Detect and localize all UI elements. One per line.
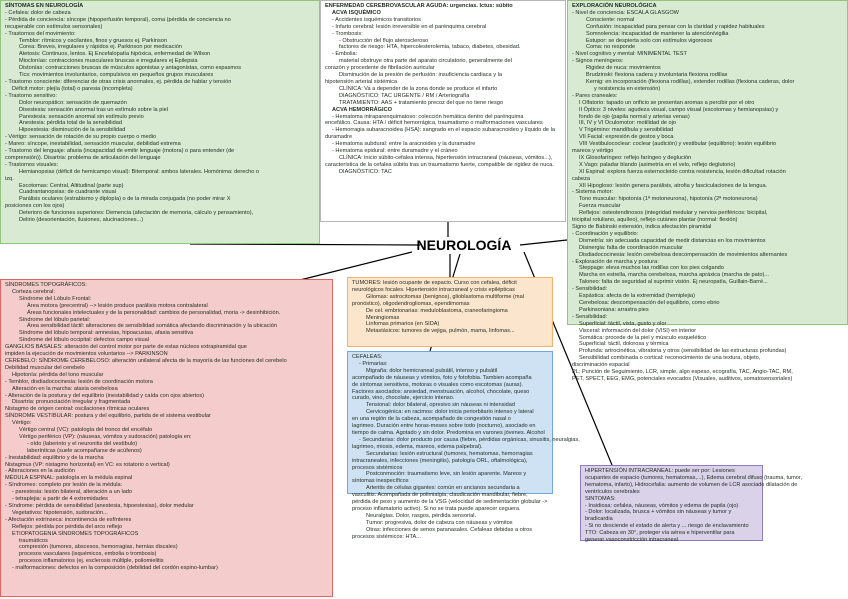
cefaleas-line: de síntomas sensitivos, motoras o visuales como escotomas (auras). bbox=[352, 381, 523, 388]
exploracion-line: - Nivel de conciencia: ESCALA GLASGOW bbox=[572, 9, 679, 16]
sintomas-line: Tics: movimientos involuntarios, compulsivos en pequeños grupos musculares bbox=[19, 72, 214, 79]
central-title: NEUROLOGÍA bbox=[416, 237, 512, 253]
sindromes-line: - tetraplejia: a partir de 4 extremidades bbox=[12, 496, 108, 503]
exploracion-line: Kernig: en incorporación (flexiona rodillas), extender rodillas (flexiona caderas, dolor bbox=[586, 78, 795, 85]
sindromes-line: Nistagmus (VP: nistagmo horizontal) en VC: es rotatorio o vertical) bbox=[5, 461, 170, 468]
ecv-line: - Infarto cerebral: lesión irreversible en el parénquima cerebral bbox=[332, 23, 487, 30]
ecv-line: - Embolia: bbox=[332, 51, 358, 58]
exploracion-line: V Trigémino: mandíbula y sensibilidad bbox=[579, 127, 674, 134]
exploracion-line: PL: Punción de Seguimiento, LCR, simple, algo espeso, ecografía, TAC, Angio-TAC, RM, bbox=[572, 369, 793, 376]
hic-line: bradicardia bbox=[585, 516, 613, 523]
cefaleas-line: curado, vino, chocolate, ejercicio intenso. bbox=[352, 395, 455, 402]
ecv-line: CLÍNICA: inicio súbito-cefalea intensa, hipertensión intracraneal (náuseas, vómitos...), bbox=[339, 154, 553, 161]
cefaleas-line: Tensional: dolor bilateral, opresivo sin náuseas ni intensidad bbox=[366, 402, 515, 409]
ecv-line: ENFERMEDAD CEREBROVASCULAR AGUDA: urgencias. Ictus: súbito bbox=[325, 3, 513, 9]
tumores-box bbox=[347, 277, 553, 347]
cefaleas-line: tiempo de calma. Agotado y sin dolor. Predomina en varones jóvenes. Alcohol bbox=[352, 429, 545, 436]
sindromes-line: Corteza cerebral: bbox=[12, 288, 55, 295]
sintomas-line: Delirio (desorientación, ilusiones, alucinaciones...) bbox=[19, 217, 144, 224]
sindromes-line: Síndrome del lóbulo parietal: bbox=[19, 316, 91, 323]
sindromes-line: - Alteraciones en la audición bbox=[5, 468, 75, 475]
exploracion-line: Marcha en estrella, marcha cerebelosa, marcha apráxica (marcha de pato)... bbox=[579, 272, 769, 279]
exploracion-line: Steppage: eleva muchos las rodillas con los pies colgando bbox=[579, 265, 724, 272]
ecv-line: - Hematoma intraparenquimatoso: colección hemática dentro del parénquima bbox=[332, 113, 524, 120]
cefaleas-line: síntomas inespecíficos bbox=[352, 478, 409, 485]
sindromes-line: compresión (tumores, abscesos, hemorragias, hernias discales) bbox=[19, 544, 178, 551]
ecv-line: - Trombosis: bbox=[332, 30, 363, 37]
sindromes-line: Vértigo periférico (VP): (náuseas, vómitos y sudoración) patología en: bbox=[19, 433, 192, 440]
exploracion-line: Reflejos: osteotendinosos (integridad medular y nervios periféricos: bicipital, bbox=[579, 210, 768, 217]
sindromes-line: laberínticas (suele acompañarse de acúfenos) bbox=[27, 447, 142, 454]
exploracion-line: Somática: procede de la piel y músculo esquelético bbox=[579, 334, 707, 341]
cefaleas-line: Neuralgias. Dolor, rasgos, pérdida sensorial. bbox=[366, 512, 477, 519]
hic-line: ventrículos cerebrales bbox=[585, 488, 640, 495]
hic-line: - Dolor: localizada, brusca + vómitos sin náuseas y tumor y bbox=[585, 509, 732, 516]
exploracion-line: X Vago: paladar blando (asimetría en el velo, reflejo deglutorio) bbox=[579, 161, 736, 168]
hic-line: HIPERTENSIÓN INTRACRANEAL: puede ser por: Lesiones bbox=[585, 468, 735, 474]
tumores-line: pronóstico), oligodendrogliomas, ependimomas bbox=[352, 300, 470, 307]
ecv-line: Disminución de la presión de perfusión: insuficiencia cardiaca y la bbox=[339, 72, 502, 79]
exploracion-line: discriminación espacial bbox=[572, 362, 630, 369]
cefaleas-box bbox=[347, 351, 580, 540]
exploracion-line: Disdiadococinesia: lesión cerebelosa descompensación de movimientos alternantes bbox=[579, 251, 788, 258]
hipertension-intracraneal-box bbox=[580, 465, 803, 544]
sintomas-line: - Trastorno consciente: diferenciar de otras crisis anormales, ej. pérdida de hablar y tensión bbox=[5, 78, 232, 85]
sindromes-line: Vértigo: bbox=[12, 420, 32, 427]
ecv-line: hipotensión arterial sistémica bbox=[325, 78, 398, 85]
sintomas-line: Anestesia: pérdida total de la sensibilidad bbox=[19, 120, 122, 127]
exploracion-line: I Olfatorio: tapado un orificio se presentan aromas a percibir por el otro bbox=[579, 99, 755, 106]
exploracion-line: II Óptico: 3 niveles: agudeza visual, campo visual (escotomas y hemianopsias) y bbox=[579, 106, 779, 113]
sindromes-line: - parestesia: lesión bilateral, alteración a un lado bbox=[12, 489, 133, 496]
exploracion-line: Disinergia: falta de coordinación muscular bbox=[579, 244, 683, 251]
hic-line: hematoma, infarto), Hidrocefalia: aumento de volumen de LCR asociado dilatación de bbox=[585, 481, 798, 488]
exploracion-line: Confusión: incapacidad para pensar con la claridad y rapidez habituales bbox=[586, 23, 765, 30]
exploracion-line: Estupor: se despierta solo con estímulos vigorosos bbox=[586, 37, 713, 44]
cefaleas-line: Factores asociados: ansiedad, menstruación, alcohol, chocolate, queso bbox=[352, 388, 530, 395]
hic-line: SINTOMAS: bbox=[585, 495, 616, 502]
cefaleas-line: vasculitis. Acompañada de polimialgia, claudicación mandibular, fiebre, bbox=[352, 492, 528, 499]
exploracion-line: - Sistema motor: bbox=[572, 189, 614, 196]
sintomas-line: Distonías: contracciones bruscas de músculos agonistas y antagonistas, como espasmos bbox=[19, 65, 241, 72]
hic-line: - Si no desciende el estado de alerta y ... riesgo de enclavamiento bbox=[585, 523, 749, 530]
sintomas-line: Disestesia: sensación anormal tras un estímulo sobre la piel bbox=[19, 106, 168, 113]
sindromes-line: procesos inflamatorios (ej. esclerosis múltiple, poliomielitis bbox=[19, 558, 164, 565]
tumores-line: neurológicos focales. Hipertensión intracraneal y crisis epilépticas bbox=[352, 286, 515, 293]
sindromes-line: - Síndrome: pérdida de sensibilidad (anestesia, hipoestesias), dolor medular bbox=[5, 503, 194, 509]
sindromes-line: traumáticos bbox=[19, 537, 48, 544]
ecv-line: material obstruye otra parte del aparato circulatorio, generalmente del bbox=[339, 58, 512, 65]
exploracion-line: Rigidez de nuca: movimientos bbox=[586, 65, 661, 72]
ecv-line: ACVA ISQUÉMICO bbox=[332, 9, 381, 16]
exploracion-line: - Nivel cognitivo y mental: MINIMENTAL TEST bbox=[572, 51, 687, 58]
sindromes-line: CEREBELO: SÍNDROME CEREBELOSO: alteración unilateral afecta de la mayoría de las funciones del cerebelo bbox=[5, 357, 287, 364]
sintomas-line: Deterioro de funciones superiores: Demencia (afectación de memoria, cálculo y pensamiento), bbox=[19, 210, 254, 217]
hic-line: - Insidiosa: cefalea, náuseas, vómitos y edema de papila (ojo) bbox=[585, 502, 739, 509]
cefaleas-line: pérdida de peso y aumento de la VSG (velocidad de sedimentación globular -> bbox=[352, 499, 548, 506]
exploracion-line: EXPLORACIÓN NEUROLÓGICA bbox=[572, 3, 657, 9]
exploracion-line: Dismetría: sin adecuada capacidad de medir distancias en los movimientos bbox=[579, 237, 766, 244]
sindromes-line: Nistagmo de origen central: oscilaciones rítmicas oculares bbox=[5, 406, 150, 413]
sindromes-line: - Alteración de la postura y del equilibrio (inestabilidad y caída con ojos abiertos) bbox=[5, 392, 205, 399]
cefaleas-line: CEFALEAS: bbox=[352, 354, 383, 360]
sindromes-line: - Afectación extrínseca: incontinencia de esfínteres bbox=[5, 516, 132, 523]
exploracion-line: Sensibilidad combinada o cortical: reconocimiento de una textura, objeto, bbox=[579, 355, 761, 362]
cefaleas-line: Arteritis de células gigantes: común en ancianos secundaria a bbox=[366, 485, 520, 492]
sindromes-line: Disartria: pronunciación irregular y fragmentada bbox=[12, 399, 131, 406]
sindromes-line: SÍNDROMES TOPOGRÁFICOS: bbox=[5, 282, 87, 288]
sintomas-line: comprensión)). Disartria: problema de articulación del lenguaje bbox=[5, 154, 161, 161]
sintomas-line: SÍNTOMAS EN NEUROLOGÍA bbox=[5, 3, 84, 9]
exploracion-line: Fuerza muscular bbox=[579, 203, 621, 210]
cefaleas-line: - Primarias: bbox=[359, 360, 388, 367]
link-title-exploracion bbox=[520, 240, 567, 245]
exploracion-line: - Pares craneales: bbox=[572, 92, 618, 99]
exploracion-line: Profunda: artrocinética, vibratoria y otros (sensibilidad de las estructuras profundas) bbox=[579, 348, 787, 355]
sindromes-line: Síndrome del lóbulo temporal: amnesias, hipoacusias, afasia sensitiva bbox=[19, 330, 194, 337]
exploracion-line: VIII Vestibulococlear: coclear (audición) y vestibular (equilibrio): lesión equilibrio bbox=[579, 141, 777, 148]
exploracion-line: III, IV y VI Oculomotor: motilidad de ojo bbox=[579, 120, 677, 127]
tumores-line: Gliomas: astrocitomas (benignos), glioblastoma multiforme (mal bbox=[366, 293, 524, 300]
sintomas-line: Parálisis oculares (estrabismo y diplopía) o de la mirada conjugada (no poder mirar X bbox=[19, 196, 231, 203]
sintomas-line: - Mareo: síncope, inestabilidad, sensación muscular, debilidad extrema bbox=[5, 141, 181, 148]
sintomas-line: Temblor: rítmicos y oscilantes, finos y gruesos ej. Parkinson bbox=[19, 37, 167, 44]
sintomas-line: Hemianopsias (déficit de hemicampo visual): Bitemporal: ambos laterales. Homónima: derecho o bbox=[19, 168, 260, 175]
cefaleas-line: procesos sistémicos: HTA... bbox=[352, 533, 421, 540]
exploracion-line: - Sensibilidad: bbox=[572, 313, 608, 320]
sindromes-line: - Temblor, disdiadococinesia: lesión de coordinación motora bbox=[5, 378, 153, 385]
exploracion-line: Superficial: táctil, dolorosa y térmica bbox=[579, 341, 669, 348]
ecv-line: - Hemorragia subaracnoidea (HSA): sangrado en el espacio subaracnoideo y líquido de la bbox=[332, 127, 555, 134]
ecv-line: encefálico. Causa: HTA / déficit hemorrágica, traumatismo o malformaciones vasculares bbox=[325, 120, 543, 127]
exploracion-line: - Signos meníngeos: bbox=[572, 58, 624, 65]
exploracion-line: Cerebelosa: descompensación del equilibrio, como ebrio bbox=[579, 299, 720, 306]
sintomas-line: Dolor neuropático: sensación de quemazón bbox=[19, 99, 127, 106]
tumores-line: Linfomas primarios (en SIDA) bbox=[366, 321, 440, 328]
exploracion-line: Somnolencia: incapacidad de mantener la atención/vigilia bbox=[586, 30, 729, 37]
sintomas-line: posiciones con los ojos) bbox=[5, 203, 65, 210]
exploracion-line: Parkinsoniana: arrastra pies bbox=[579, 306, 649, 313]
sindromes-line: SÍNDROME VESTIBULAR: postura y del equilibrio, partida de el sistema vestibular bbox=[5, 413, 211, 420]
ecv-line: DIAGNÓSTICO: TAC bbox=[339, 168, 392, 175]
sintomas-line: - Cefalea: dolor de cabeza bbox=[5, 9, 71, 16]
sindromes-line: Área sensibilidad táctil: alteraciones de sensibilidad somática afectando discriminación y la ubicación bbox=[27, 323, 277, 330]
sindromes-line: Hipotonía: pérdida del tono muscular bbox=[12, 371, 104, 378]
exploracion-line: Coma: no responde bbox=[586, 44, 636, 51]
sindromes-line: - oído (laberinto y el neuronitis del vestíbulo) bbox=[27, 440, 138, 447]
sindromes-line: ETIOPATOGENIA SÍNDROMES TOPOGRÁFICOS bbox=[12, 530, 139, 537]
tumores-line: Meningiomas bbox=[366, 314, 400, 321]
exploracion-line: XI Espinal: explora fuerza esternocleido contra resistencia, lesión dificultad rotación bbox=[579, 168, 786, 175]
cefaleas-line: Tumor: progresiva, dolor de cabeza con náuseas y vómitos bbox=[366, 519, 513, 526]
hic-line: ocupantes de espacio (tumores, hematomas,...), Edema cerebral difuso (trauma, tumor, bbox=[585, 474, 803, 481]
sintomas-line: izq. bbox=[5, 175, 14, 182]
cefaleas-line: Secundarias: lesión estructural (tumores, hematomas, hemorragias bbox=[366, 450, 533, 457]
sintomas-line: Corea: Breves, irregulares y rápidos ej. Parkinson por medicación bbox=[19, 44, 182, 51]
exploracion-line: Tono muscular: hipotonía (1ª motoneurona), hipotonía (2ª motoneurona) bbox=[579, 196, 758, 203]
exploracion-line: mareos y vértigo bbox=[572, 148, 614, 155]
cefaleas-line: Otras: infecciones de senos paranasales. Cefaleas debidas a otros bbox=[366, 526, 533, 533]
sindromes-line: impiden la ejecución de movimientos voluntarios --> PARKINSON bbox=[5, 351, 168, 358]
sindromes-line: MÉDULA ESPINAL: patología en la médula espinal bbox=[5, 475, 133, 482]
cefaleas-line: acompañado de náuseas y vómitos, foto y fotofobia. Tambien acompaña bbox=[352, 374, 532, 381]
exploracion-line: IX Glosofaríngeo: reflejo faríngeo y deglución bbox=[579, 154, 692, 161]
link-title-sindromes bbox=[300, 252, 412, 280]
exploracion-line: - Coordinación y equilibrio: bbox=[572, 230, 639, 237]
sindromes-line: Alteración en la marcha: ataxia cerebelosa bbox=[12, 385, 118, 392]
exploracion-line: Brudzinski: flexiona cadera y involuntaria flexiona rodillas bbox=[586, 72, 728, 79]
exploracion-line: Taloneo: falta de seguridad al suprimir visión. Ej neuropatía, Guillain-Barré... bbox=[579, 279, 768, 286]
sintomas-line: Escotomas: Central, Altitudinal (parte sup) bbox=[19, 182, 124, 189]
sintomas-line: Hipoestesia: disminución de la sensibilidad bbox=[19, 127, 126, 134]
sintomas-line: Cuadrantanopsias: de cuadrante visual bbox=[19, 189, 117, 196]
sintomas-line: - Trastorno sensitivo: bbox=[5, 92, 57, 99]
exploracion-line: Superficial: táctil, vista, gusto y olor bbox=[579, 320, 667, 327]
ecv-line: corazón y procedente de fibrilación auricular bbox=[325, 65, 435, 72]
cefaleas-line: lagrimeo, miosis, edema, mareos, edema palpebral). bbox=[352, 443, 483, 450]
cefaleas-line: proceso inflamatorio activo). Si no se trata puede aparecer ceguera. bbox=[352, 505, 521, 512]
exploracion-line: fondo de ojo (papila normal y arterias venas) bbox=[579, 113, 690, 120]
sindromes-line: Síndrome del Lóbulo Frontal: bbox=[19, 295, 92, 302]
ecv-line: TRATAMIENTO: AAS + tratamiento precoz del que no tiene riesgo bbox=[339, 99, 504, 106]
cefaleas-line: procesos sistémicos bbox=[352, 464, 403, 471]
sindromes-line: - Síndromes: completo por lesión de la médula: bbox=[5, 482, 123, 489]
sintomas-line: - Trastorno del lenguaje: afasia (incapacidad de emitir lenguaje (motora) o para entender (de bbox=[5, 148, 235, 155]
exploracion-box bbox=[567, 0, 848, 382]
exploracion-line: cabeza bbox=[572, 175, 591, 182]
exploracion-line: VII Facial: expresión de gestos y boca bbox=[579, 134, 674, 141]
sindromes-line: Debilidad muscular del cerebelo bbox=[5, 364, 85, 371]
sintomas-box bbox=[0, 0, 320, 244]
ecv-line: DIAGNÓSTICO: TAC URGENTE / RM / Arteriografía bbox=[339, 92, 470, 99]
sintomas-line: recuperable con estímulos sensoriales) bbox=[5, 23, 103, 30]
sindromes-line: Vegetativos: hipotensión, sudoración... bbox=[12, 509, 108, 516]
exploracion-line: - Sensibilidad: bbox=[572, 286, 608, 293]
sindromes-line: Vértigo central (VC): patología del tronco del encéfalo bbox=[19, 427, 153, 434]
sintomas-line: - Trastornos del movimiento: bbox=[5, 30, 76, 37]
exploracion-line: Espástica: afecta de la extremidad (hemiplejia) bbox=[579, 293, 695, 300]
sindromes-line: GANGLIOS BASALES: alteración del control motor por parte de estas núcleos extrapiramidal que bbox=[5, 344, 247, 351]
cefaleas-line: Cervicogénica: en racimos: dolor inicia periorbitario intenso y lateral bbox=[366, 409, 534, 416]
sindromes-line: Áreas funcionales intelectuales y de la personalidad: cambios de personalidad, moria -> desinhibición. bbox=[27, 309, 281, 316]
cerebrovascular-box bbox=[320, 0, 566, 222]
ecv-line: - Accidentes isquémicos transitorios bbox=[332, 16, 421, 23]
cefaleas-line: Postconmoción: traumatismo leve, sin lesión aparente. Mareos y bbox=[366, 471, 527, 478]
sintomas-line: Mioclonías: contracciones musculares bruscas e irregulares ej Epilepsia bbox=[19, 58, 198, 65]
exploracion-line: Visceral: información del dolor (VISI) en interior bbox=[579, 327, 697, 334]
sindromes-line: procesos vasculares (isquémicos, embolia o trombosis) bbox=[19, 551, 157, 558]
cefaleas-line: intracraneales, infecciones (meningitis), patología ORL, oftalmológica), bbox=[352, 457, 528, 464]
cefaleas-line: Migraña: dolor hemicraneal pulsátil, intenso y pulsátil bbox=[366, 367, 498, 374]
ecv-line: duramadre bbox=[325, 134, 353, 141]
sindromes-line: Reflejos: pérdida por pérdida del arco reflejo bbox=[12, 523, 123, 530]
sindromes-line: Área motora (precentral) --> lesión produce parálisis motora contralateral bbox=[27, 302, 208, 309]
sintomas-line: - Pérdida de conciencia: síncope (hipoperfusión temporal), coma (pérdida de conciencia no bbox=[5, 16, 231, 23]
ecv-line: - Hematoma subdural: entre la aracnoides y la duramadre bbox=[332, 141, 476, 148]
exploracion-line: PET, SPECT, EEG, EMG, potenciales evocados (Visuales, auditivos, somatosensoriales) bbox=[572, 375, 793, 382]
ecv-line: - Obstrucción del flujo ateroscleroso bbox=[339, 37, 429, 44]
ecv-line: CLÍNICA: Va a depender de la zona donde se produce el infarto bbox=[339, 85, 498, 92]
hic-line: generar vasoconstricción intracraneal bbox=[585, 537, 678, 544]
ecv-line: factores de riesgo: HTA, hipercolesterolemia, tabaco, diabetes, obesidad. bbox=[339, 44, 521, 51]
hic-line: TTO: Cabeza en 30°, proteger vía aérea e hiperventilar para bbox=[585, 530, 735, 537]
sintomas-line: - Vértigo: sensación de rotación de su propio cuerpo o medio bbox=[5, 134, 157, 141]
cefaleas-line: - Secundarias: dolor producto por causa (fiebre, pérdidas orgánicas, sinusitis, neuralgias, bbox=[359, 436, 580, 443]
cefaleas-line: lagrimeo. Duración entre horas-meses sobre todo (nocturno), asociado en bbox=[352, 423, 536, 430]
sindromes-box bbox=[0, 279, 333, 597]
cefaleas-line: en una región de la cabeza, acompañado de congestión nasal o bbox=[352, 416, 511, 423]
tumores-line: De cel. embrionarias: meduloblastoma, craneofaringioma bbox=[366, 307, 508, 314]
ecv-line: ACVA HEMORRÁGICO bbox=[332, 106, 392, 113]
exploracion-line: XII Hipogloso: lesión genera parálisis, atrofia y fasciculaciones de la lengua. bbox=[579, 182, 768, 189]
link-title-sintomas bbox=[190, 244, 420, 245]
exploracion-line: Consciente: normal bbox=[586, 16, 635, 23]
exploracion-line: y resistencia en extensión) bbox=[594, 85, 661, 92]
sintomas-line: Atetosis: Continuos, lentos. Ej Encefalopatía hipóxica, enfermedad de Wilson bbox=[19, 51, 211, 58]
ecv-line: - Hematoma epidural: entre duramadre y el cráneo bbox=[332, 148, 458, 155]
sindromes-line: - malformaciones: defectos en la composición (debilidad del cordón espino-lumbar) bbox=[12, 565, 218, 572]
sindromes-line: Síndrome del lóbulo occipital: defectos campo visual bbox=[19, 337, 149, 344]
sintomas-line: - Trastornos visuales: bbox=[5, 161, 59, 168]
tumores-line: Metastásicos: tumores de vejiga, pulmón, mama, linfomas... bbox=[366, 328, 515, 335]
sintomas-line: Déficit motor: plejía (total) o paresia (incompleta) bbox=[12, 85, 133, 92]
ecv-line: característica de la cefalea súbita tras un traumatismo fuerte, compatible de rigidez de nuca. bbox=[325, 161, 554, 168]
tumores-line: TUMORES: lesión ocupante de espacio. Curso con cefalea, déficit bbox=[352, 280, 517, 286]
exploracion-line: - Exploración de marcha y postura: bbox=[572, 258, 659, 265]
sindromes-line: - Inestabilidad: equilibrio y de la marcha bbox=[5, 454, 104, 461]
exploracion-line: tricipital rotuliano, aquíleo), reflejo cutáneo plantar (normal: flexión) bbox=[572, 217, 738, 224]
exploracion-line: Signo de Babinski extensión, indica afectación piramidal bbox=[572, 224, 712, 230]
sintomas-line: Parestesia: sensación anormal sin estímulo previo bbox=[19, 113, 144, 120]
